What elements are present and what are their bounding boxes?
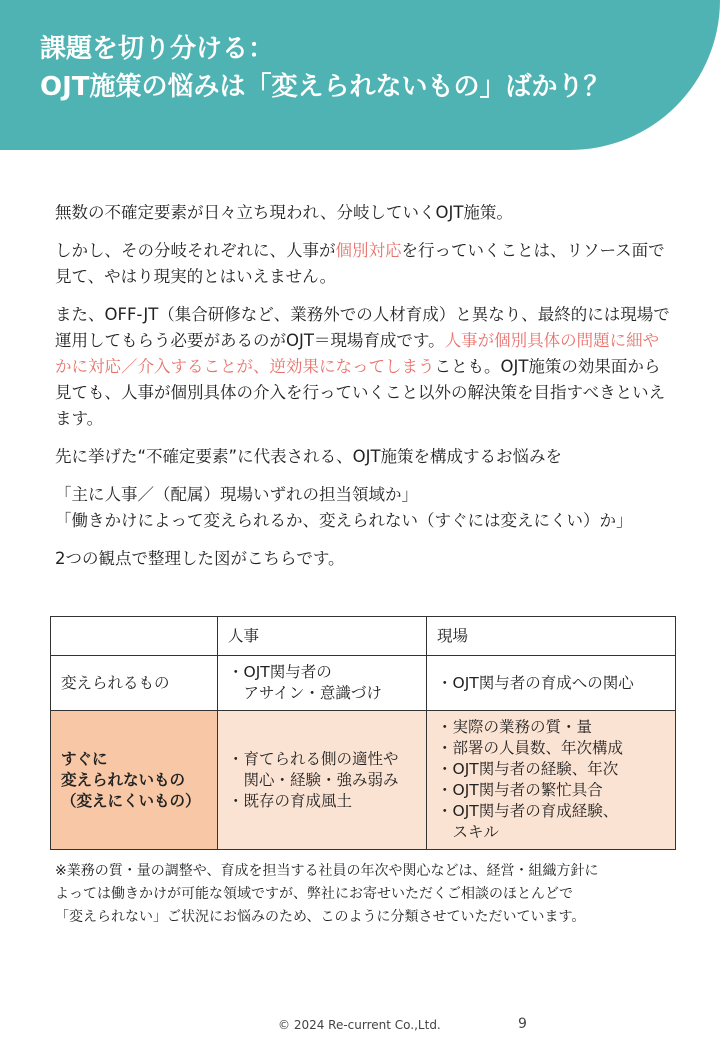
text-line: 「変えられない」ご状況にお悩みのため、このように分類させていただいています。 (55, 909, 586, 925)
text-line: アサイン・意識づけ (228, 684, 382, 702)
viewpoint-1: 「主に人事／（配属）現場いずれの担当領域か」 (55, 485, 418, 504)
header-cell-field: 現場 (427, 617, 676, 656)
text-segment: ことも。OJT施策の効果面から見ても、人事が個別具体の介入を行っていくこと以外の解決策を目指すべきといえます。 (55, 357, 666, 428)
paragraph-4: 先に挙げた“不確定要素”に代表される、OJT施策を構成するお悩みを (55, 447, 563, 466)
text-line: ・OJT関与者の繁忙具合 (437, 781, 603, 799)
title-line-1: 課題を切り分ける： (40, 34, 275, 64)
row-label-changeable: 変えられるもの (51, 656, 218, 711)
paragraph-1: 無数の不確定要素が日々立ち現われ、分岐していくOJT施策。 (55, 203, 513, 222)
text-line: スキル (437, 823, 499, 841)
highlighted-text: 個別対応 (335, 241, 402, 260)
text-segment: を行っていくことは、リソース面で見て、やはり現実的とはいえません。 (55, 241, 665, 286)
cell-changeable-hr (218, 656, 427, 711)
text-line: すぐに (61, 749, 108, 768)
text-line: ・育てられる側の適性や (228, 749, 399, 768)
paragraph-2 (55, 238, 675, 290)
text-segment: また、OFF-JT（集合研修など、業務外での人材育成）と異なり、最終的には現場で運用してもらう必要があるのがOJT＝現場育成です。 (55, 305, 670, 350)
body-text (55, 200, 675, 584)
cell-unchangeable-field (427, 711, 676, 850)
page-title (40, 30, 610, 106)
text-line: ・OJT関与者の育成経験、 (437, 802, 619, 820)
text-line: ・OJT関与者の (228, 663, 332, 681)
text-line: 関心・経験・強み弱み (228, 770, 399, 789)
copyright: © 2024 Re-current Co.,Ltd. (278, 1018, 441, 1032)
text-line: よっては働きかけが可能な領域ですが、弊社にお寄せいただくご相談のほとんどで (55, 886, 573, 902)
text-segment: しかし、その分岐それぞれに、人事が (55, 241, 336, 260)
row-label-unchangeable (51, 711, 218, 850)
title-line-2: OJT施策の悩みは「変えられないもの」ばかり？ (40, 72, 610, 102)
cell-changeable-field (427, 656, 676, 711)
header-cell-hr: 人事 (218, 617, 427, 656)
page-number: 9 (518, 1016, 527, 1032)
paragraph-3 (55, 302, 675, 432)
text-line: ・部署の人員数、年次構成 (437, 739, 624, 757)
text-line: ※業務の質・量の調整や、育成を担当する社員の年次や関心などは、経営・組織方針に (55, 863, 599, 879)
text-line: （変えにくいもの） (61, 791, 201, 810)
table-row-changeable (51, 656, 676, 711)
table-row-unchangeable (51, 711, 676, 850)
text-line: ・既存の育成風土 (228, 791, 353, 810)
text-line: ・実際の業務の質・量 (437, 718, 593, 736)
paragraph-6: 2つの観点で整理した図がこちらです。 (55, 549, 345, 568)
text-line: ・OJT関与者の経験、年次 (437, 760, 619, 778)
table-header-row (51, 617, 676, 656)
cell-unchangeable-hr (218, 711, 427, 850)
classification-table (50, 616, 676, 850)
text-line: 変えられないもの (61, 770, 186, 789)
text-line: ・OJT関与者の育成への関心 (437, 673, 634, 692)
paragraph-5 (55, 482, 675, 534)
header-cell-empty (51, 617, 218, 656)
highlighted-text: 人事が個別具体の問題に細やかに対応／介入することが、逆効果になってしまう (55, 331, 660, 376)
header-banner (0, 0, 720, 150)
footnote (55, 860, 685, 929)
viewpoint-2: 「働きかけによって変えられるか、変えられない（すぐには変えにくい）か」 (55, 511, 633, 530)
